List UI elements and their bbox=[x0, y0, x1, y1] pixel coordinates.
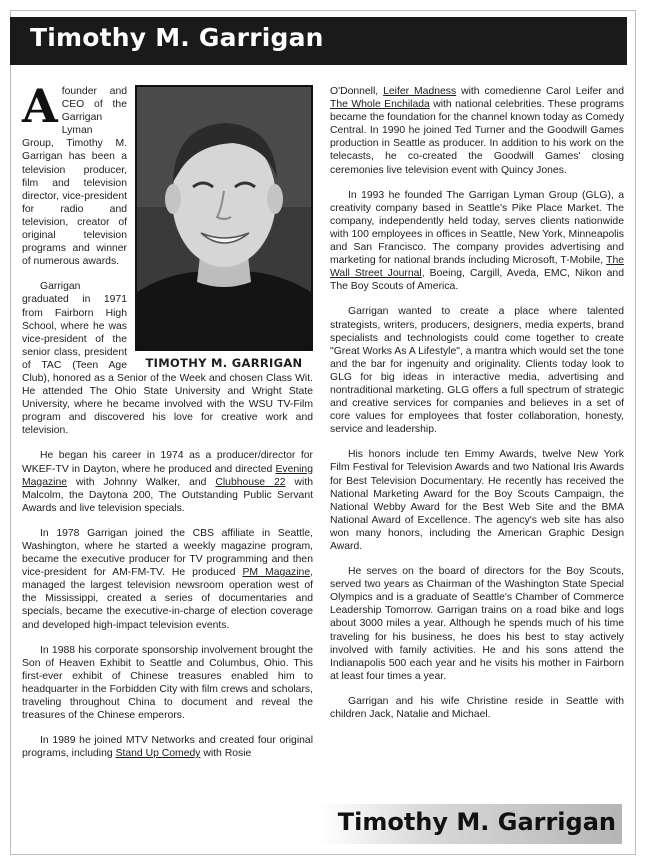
portrait-illustration bbox=[137, 87, 311, 349]
drop-cap: A bbox=[22, 79, 58, 133]
right-column bbox=[330, 85, 624, 733]
glg-founding-paragraph: In 1993 he founded The Garrigan Lyman Group (GLG), a creativity company based in Seattle's Pike Place Market. The company, independently held today, serves clients nationwide with 100 employees in offices in Seattle, New York, Minneapolis and San Francisco. The company provides advertising and marketing for national brands including Microsoft, T-Mobile, The Wall Street Journal, Boeing, Cargill, Aveda, EMC, Nikon and The Boy Scouts of America. bbox=[330, 189, 624, 293]
left-column bbox=[22, 79, 313, 772]
portrait-block bbox=[135, 85, 313, 370]
portrait-photo bbox=[135, 85, 313, 351]
community-paragraph: He serves on the board of directors for the Boy Scouts, served two years as Chairman of the Washington State Special Olympics and is a graduate of Seattle's Chamber of Commerce Leadership Tomorrow. Garrigan trains on a road bike and logs about 3000 miles a year. Although he spends much of his time traveling for his business, he does his best to stay actively involved with family activities. He and his sons attend the Indianapolis 500 each year and he visits his mother in Fairborn at least four times a year. bbox=[330, 566, 624, 682]
evening-magazine-title: Evening Magazine bbox=[22, 463, 313, 488]
stand-up-comedy-title: Stand Up Comedy bbox=[115, 748, 201, 760]
glg-mission-paragraph: Garrigan wanted to create a place where talented strategists, writers, producers, designers, media experts, brand specialists and technologists could come together to create "Great Works As A Lifestyle", a mantra which would set the tone and the bar for ingenuity and originality. Clients today look to GLG for big ideas in interactive media, advertising and nontraditional marketing. GLG offers a full spectrum of strategic and creative services for companies and believes in a set of core values for employees that foster collaboration, honesty, service and leadership. bbox=[330, 306, 624, 436]
intro-text: founder and CEO of the Garrigan Lyman Group, Timothy M. Garrigan has been a television producer, film and television director, vice-president for radio and television, creator of original television programs and winner of numerous awards. bbox=[22, 86, 127, 268]
family-paragraph: Garrigan and his wife Christine reside in Seattle with children Jack, Natalie and Michael. bbox=[330, 695, 624, 721]
mtv-continued-paragraph: O'Donnell, Leifer Madness with comedienne Carol Leifer and The Whole Enchilada with national celebrities. These programs became the foundation for the channel known today as Comedy Central. In 1990 he joined Ted Turner and the Goodwill Games production in Seattle as producer. In addition to his work on the telecasts, he co-created the Goodwill Games' closing ceremonies live television event with Quincy Jones. bbox=[330, 86, 625, 176]
pm-magazine-title: PM Magazine bbox=[242, 567, 311, 579]
cbs-paragraph: In 1978 Garrigan joined the CBS affiliate in Seattle, Washington, where he started a weekly magazine program, became the executive producer for TV programming and then vice-president for AM-FM-TV. He produced PM Magazine, managed the largest television newsroom operation west of the Mississippi, created a series of documentaries and specials, became the executive-in-charge of election coverage and developed high-impact television events. bbox=[22, 527, 313, 631]
leifer-madness-title: Leifer Madness bbox=[383, 86, 457, 97]
portrait-caption: TIMOTHY M. GARRIGAN bbox=[145, 356, 303, 370]
whole-enchilada-title: The Whole Enchilada bbox=[330, 99, 430, 111]
footer-title: Timothy M. Garrigan bbox=[337, 808, 616, 836]
sponsorship-paragraph: In 1988 his corporate sponsorship involvement brought the Son of Heaven Exhibit to Seattle and Columbus, Ohio. This first-ever exhibit of Chinese treasures enabled him to headquarter in the Forbidden City with film crews and scholars, traveling throughout China to document and reveal the treasures of the Chinese emperors. bbox=[22, 644, 313, 722]
honors-paragraph: His honors include ten Emmy Awards, twelve New York Film Festival for Television Awards and two National Iris Awards for Best Television Documentary. He recently has received the National Marketing Award for the Boy Scouts Campaign, the National Webby Award for the Best Web Site and the BMA National Award of Excellence. The agency's web site has also won many honors, including the American Graphic Design Award. bbox=[330, 449, 624, 552]
wall-street-journal-title: The Wall Street Journal bbox=[330, 255, 624, 280]
education-paragraph: Garrigan graduated in 1971 from Fairborn High School, where he was vice-president of the senior class, president of TAC (Teen Age Club), honored as a Senior of the Week and chosen Class Wit. He attended The Ohio State University and Wright State University, where he became involved with the WSU TV-Film program and discovered his love for creative work and television. bbox=[22, 281, 313, 437]
mtv-paragraph: In 1989 he joined MTV Networks and created four original programs, including Stand Up Comedy with Rosie bbox=[22, 735, 313, 760]
career-start-paragraph: He began his career in 1974 as a producer/director for WKEF-TV in Dayton, where he produced and directed Evening Magazine with Johnny Walker, and Clubhouse 22 with Malcolm, the Daytona 200, The Outstanding Public Servant Awards and live television specials. bbox=[22, 450, 313, 514]
page-title: Timothy M. Garrigan bbox=[30, 23, 324, 52]
clubhouse-22-title: Clubhouse 22 bbox=[215, 476, 286, 488]
